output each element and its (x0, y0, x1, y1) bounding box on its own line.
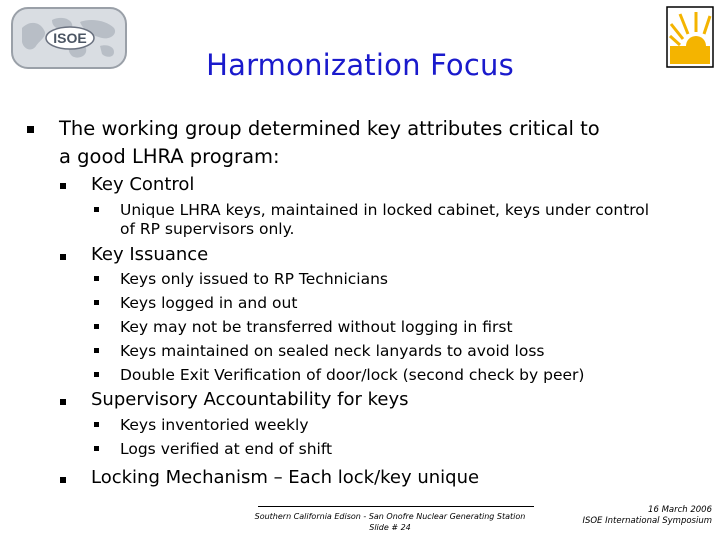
section-heading-key-control: Key Control (91, 174, 195, 195)
bullet-icon (60, 254, 66, 260)
bullet-icon (60, 477, 66, 483)
bullet-icon (94, 446, 99, 451)
footer-event (532, 505, 712, 527)
list-item: Logs verified at end of shift (120, 440, 333, 458)
list-item: of RP supervisors only. (120, 220, 295, 238)
slide-title: Harmonization Focus (206, 48, 514, 82)
bullet-icon (94, 422, 99, 427)
bullet-icon (94, 372, 99, 377)
bullet-icon (60, 183, 66, 189)
bullet-icon (94, 207, 99, 212)
section-heading-supervisory: Supervisory Accountability for keys (91, 389, 409, 410)
list-item: Double Exit Verification of door/lock (second check by peer) (120, 366, 585, 384)
isoe-logo-text: ISOE (53, 30, 87, 46)
bullet-icon (27, 126, 34, 133)
intro-line-2: a good LHRA program: (59, 145, 280, 168)
footer-divider (258, 506, 534, 507)
footer-org: Southern California Edison - San Onofre Nuclear Generating Station (254, 512, 526, 521)
bullet-icon (94, 324, 99, 329)
list-item: Keys inventoried weekly (120, 416, 309, 434)
intro-line-1: The working group determined key attributes critical to (59, 117, 600, 140)
bullet-icon (94, 348, 99, 353)
slide-number: Slide # 24 (369, 523, 411, 532)
list-item: Keys only issued to RP Technicians (120, 270, 389, 288)
bullet-icon (94, 300, 99, 305)
list-item: Keys maintained on sealed neck lanyards to avoid loss (120, 342, 545, 360)
footer-date: 16 March 2006 (648, 505, 712, 515)
bullet-icon (60, 399, 66, 405)
list-item: Key may not be transferred without logging in first (120, 318, 513, 336)
list-item: Keys logged in and out (120, 294, 298, 312)
section-heading-locking-mechanism: Locking Mechanism – Each lock/key unique (91, 467, 480, 488)
bullet-icon (94, 276, 99, 281)
list-item: Unique LHRA keys, maintained in locked cabinet, keys under control (120, 201, 650, 219)
section-heading-key-issuance: Key Issuance (91, 244, 209, 265)
footer-symposium: ISOE International Symposium (582, 516, 712, 526)
footer-source (250, 511, 530, 533)
